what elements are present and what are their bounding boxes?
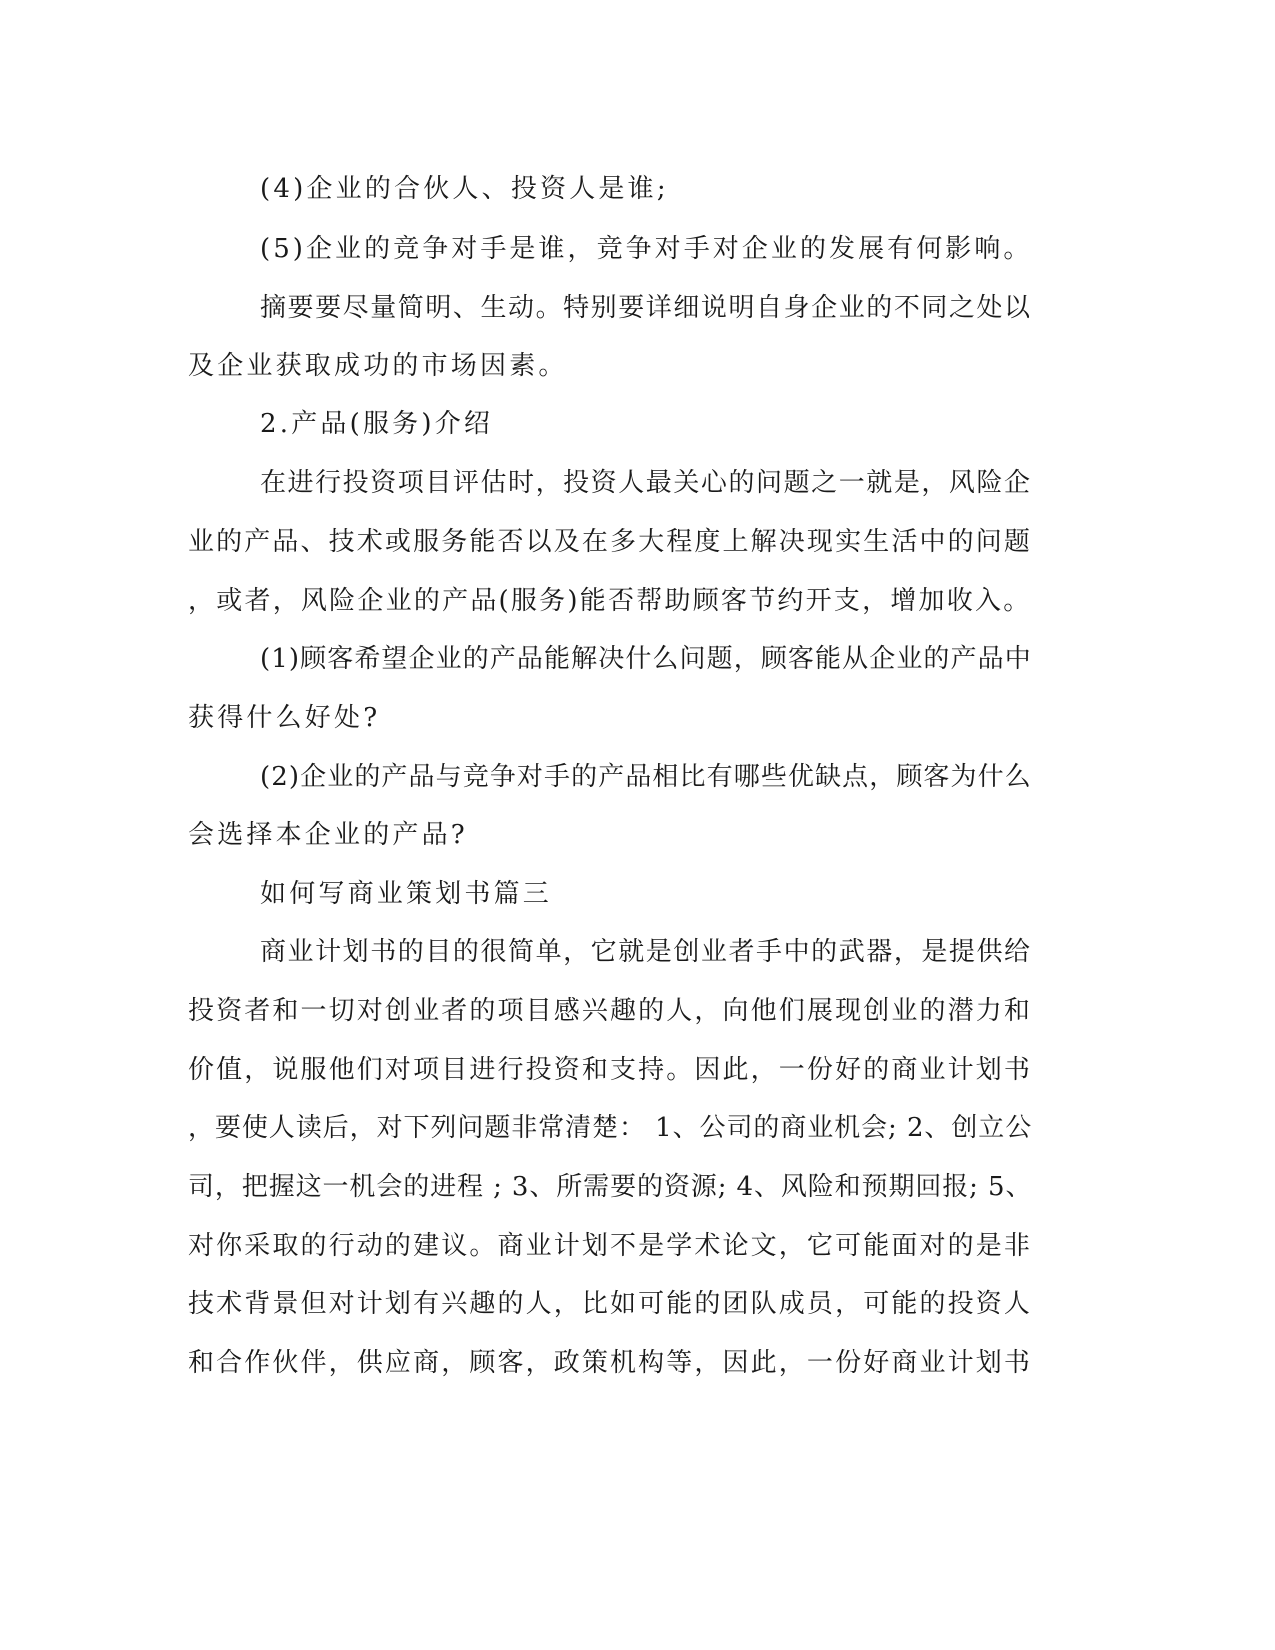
text-line: ，或者，风险企业的产品(服务)能否帮助顾客节约开支，增加收入。 xyxy=(188,586,1032,616)
text-line: ，要使人读后，对下列问题非常清楚： 1、公司的商业机会; 2、创立公 xyxy=(188,1113,1033,1143)
text-line: (1)顾客希望企业的产品能解决什么问题，顾客能从企业的产品中 xyxy=(260,644,1032,674)
text-line: 和合作伙伴，供应商，顾客，政策机构等，因此，一份好商业计划书 xyxy=(188,1348,1033,1378)
section-heading: 如何写商业策划书篇三 xyxy=(260,879,553,909)
text-line: (2)企业的产品与竞争对手的产品相比有哪些优缺点，顾客为什么 xyxy=(260,762,1032,792)
text-line: 商业计划书的目的很简单，它就是创业者手中的武器，是提供给 xyxy=(260,937,1032,967)
text-line: 技术背景但对计划有兴趣的人，比如可能的团队成员，可能的投资人 xyxy=(188,1289,1033,1319)
text-line: 投资者和一切对创业者的项目感兴趣的人，向他们展现创业的潜力和 xyxy=(188,996,1033,1026)
text-line: 业的产品、技术或服务能否以及在多大程度上解决现实生活中的问题 xyxy=(188,527,1033,557)
text-line: 价值，说服他们对项目进行投资和支持。因此，一份好的商业计划书 xyxy=(188,1055,1033,1085)
text-line: 对你采取的行动的建议。商业计划不是学术论文，它可能面对的是非 xyxy=(188,1231,1033,1261)
section-heading: 2.产品(服务)介绍 xyxy=(260,409,494,439)
text-line: (4)企业的合伙人、投资人是谁; xyxy=(260,174,669,204)
text-line: 摘要要尽量简明、生动。特别要详细说明自身企业的不同之处以 xyxy=(260,293,1032,323)
text-line: 会选择本企业的产品? xyxy=(188,820,468,850)
text-line: 获得什么好处? xyxy=(188,703,381,733)
text-line: (5)企业的竞争对手是谁，竞争对手对企业的发展有何影响。 xyxy=(260,234,1033,264)
text-line: 司，把握这一机会的进程 ; 3、所需要的资源; 4、风险和预期回报; 5、 xyxy=(188,1172,1033,1202)
text-line: 及企业获取成功的市场因素。 xyxy=(188,351,568,381)
text-line: 在进行投资项目评估时，投资人最关心的问题之一就是，风险企 xyxy=(260,468,1032,498)
